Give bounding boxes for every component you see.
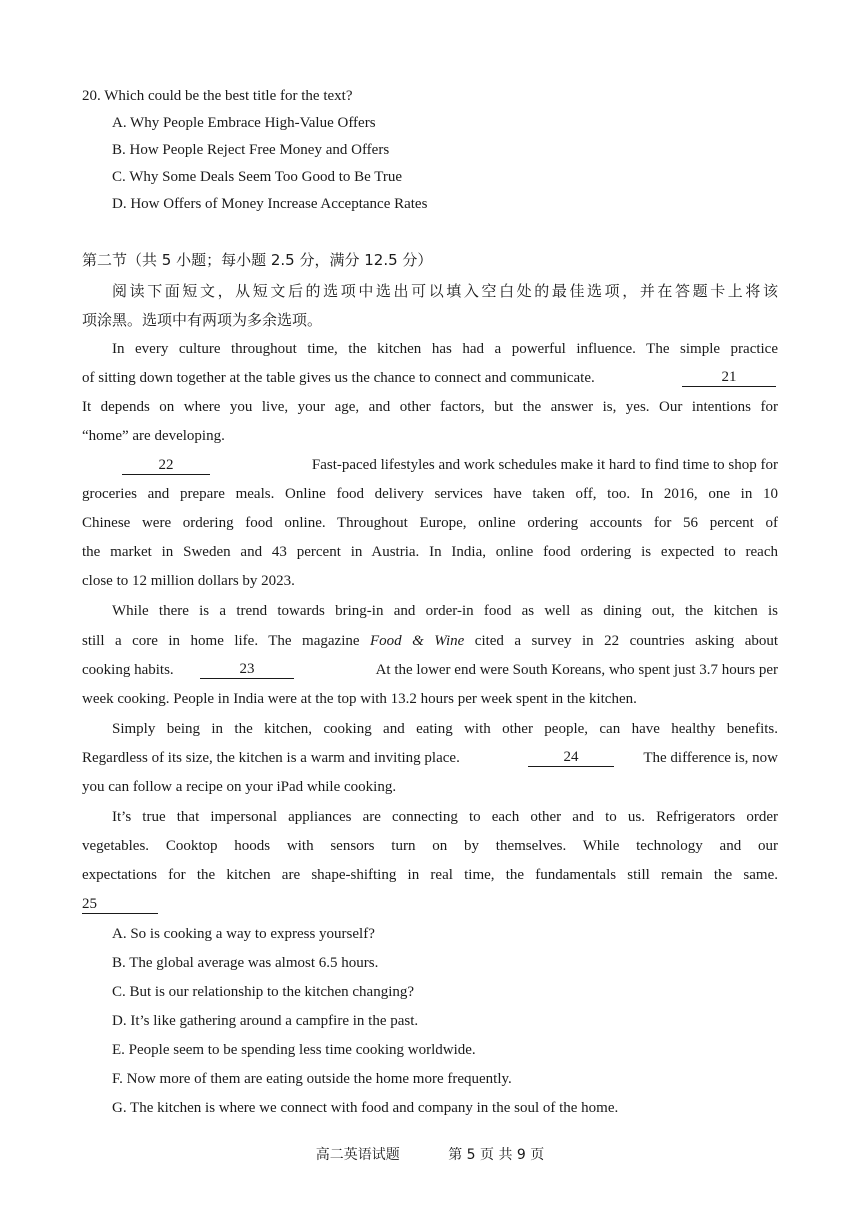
q20-option-b: B. How People Reject Free Money and Offers bbox=[112, 142, 390, 158]
q20-option-a: A. Why People Embrace High-Value Offers bbox=[112, 115, 376, 131]
choice-f: F. Now more of them are eating outside the home more frequently. bbox=[112, 1071, 512, 1087]
passage-p4-line2 bbox=[82, 748, 778, 768]
passage-p4-line2-b: The difference is, now bbox=[643, 750, 778, 766]
passage-p3-line2-a: still a core in home life. The magazine bbox=[82, 633, 360, 649]
passage-p3-line4: week cooking. People in India were at the top with 13.2 hours per week spent in the kitchen. bbox=[82, 691, 637, 707]
passage-p1-line3: It depends on where you live, your age, and other factors, but the answer is, yes. Our intentions for bbox=[82, 399, 778, 415]
passage-p5-line3: expectations for the kitchen are shape-shifting in real time, the fundamentals still remain the same. bbox=[82, 867, 778, 883]
passage-p1-line2 bbox=[82, 368, 778, 388]
passage-p5-line4 bbox=[82, 894, 158, 914]
passage-p2-line4: the market in Sweden and 43 percent in Austria. In India, online food ordering is expected to reach bbox=[82, 544, 778, 560]
blank-25: 25 bbox=[82, 895, 158, 914]
blank-21: 21 bbox=[682, 368, 776, 387]
passage-p4-line2-a: Regardless of its size, the kitchen is a warm and inviting place. bbox=[82, 750, 460, 766]
passage-p2-line2: groceries and prepare meals. Online food delivery services have taken off, too. In 2016, one in 10 bbox=[82, 486, 778, 502]
blank-23: 23 bbox=[200, 660, 294, 679]
passage-p3-line3 bbox=[82, 660, 778, 680]
passage-p2-line5: close to 12 million dollars by 2023. bbox=[82, 573, 295, 589]
footer-title: 高二英语试题 bbox=[315, 1147, 400, 1163]
choice-d: D. It’s like gathering around a campfire in the past. bbox=[112, 1013, 419, 1029]
passage-p3-line3-a: cooking habits. bbox=[82, 662, 174, 678]
choice-c: C. But is our relationship to the kitchen changing? bbox=[112, 984, 415, 1000]
passage-p3-line3-b: At the lower end were South Koreans, who spent just 3.7 hours per bbox=[375, 662, 778, 678]
choice-e: E. People seem to be spending less time cooking worldwide. bbox=[112, 1042, 476, 1058]
section2-instruction-line1: 阅读下面短文，从短文后的选项中选出可以填入空白处的最佳选项，并在答题卡上将该 bbox=[112, 282, 778, 300]
passage-p2-line3: Chinese were ordering food online. Throughout Europe, online ordering accounts for 56 percent of bbox=[82, 515, 778, 531]
passage-p3-line2-b: cited a survey in 22 countries asking about bbox=[474, 633, 779, 649]
choice-b: B. The global average was almost 6.5 hours. bbox=[112, 955, 379, 971]
page-footer bbox=[0, 1144, 860, 1164]
passage-p5-line1: It’s true that impersonal appliances are connecting to each other and to us. Refrigerators order bbox=[112, 809, 778, 825]
passage-p2-line1 bbox=[120, 455, 778, 475]
choice-g: G. The kitchen is where we connect with food and company in the soul of the home. bbox=[112, 1100, 619, 1116]
passage-p5-line2: vegetables. Cooktop hoods with sensors turn on by themselves. While technology and our bbox=[82, 838, 778, 854]
magazine-title: Food & Wine bbox=[370, 633, 465, 649]
passage-p2-text: Fast-paced lifestyles and work schedules make it hard to find time to shop for bbox=[311, 457, 778, 473]
passage-p1-text: of sitting down together at the table gives us the chance to connect and communicate. bbox=[82, 370, 595, 386]
blank-22: 22 bbox=[122, 456, 210, 475]
passage-p3-line1: While there is a trend towards bring-in and order-in food as well as dining out, the kitchen is bbox=[112, 603, 778, 619]
footer-page-number: 第 5 页 共 9 页 bbox=[448, 1147, 545, 1163]
passage-p4-line3: you can follow a recipe on your iPad while cooking. bbox=[82, 779, 397, 795]
passage-p4-line1: Simply being in the kitchen, cooking and eating with other people, can have healthy benefits. bbox=[112, 721, 778, 737]
section2-instruction-line2: 项涂黑。选项中有两项为多余选项。 bbox=[82, 311, 323, 329]
passage-p3-line2 bbox=[82, 631, 778, 651]
q20-stem: 20. Which could be the best title for the text? bbox=[82, 88, 353, 104]
choice-a: A. So is cooking a way to express yourself? bbox=[112, 926, 375, 942]
blank-24: 24 bbox=[528, 748, 614, 767]
q20-option-d: D. How Offers of Money Increase Acceptance Rates bbox=[112, 196, 428, 212]
passage-p1-line1: In every culture throughout time, the kitchen has had a powerful influence. The simple practice bbox=[112, 341, 778, 357]
section2-heading: 第二节（共 5 小题；每小题 2.5 分，满分 12.5 分） bbox=[82, 251, 433, 269]
passage-p1-line4: “home” are developing. bbox=[82, 428, 225, 444]
q20-option-c: C. Why Some Deals Seem Too Good to Be True bbox=[112, 169, 403, 185]
